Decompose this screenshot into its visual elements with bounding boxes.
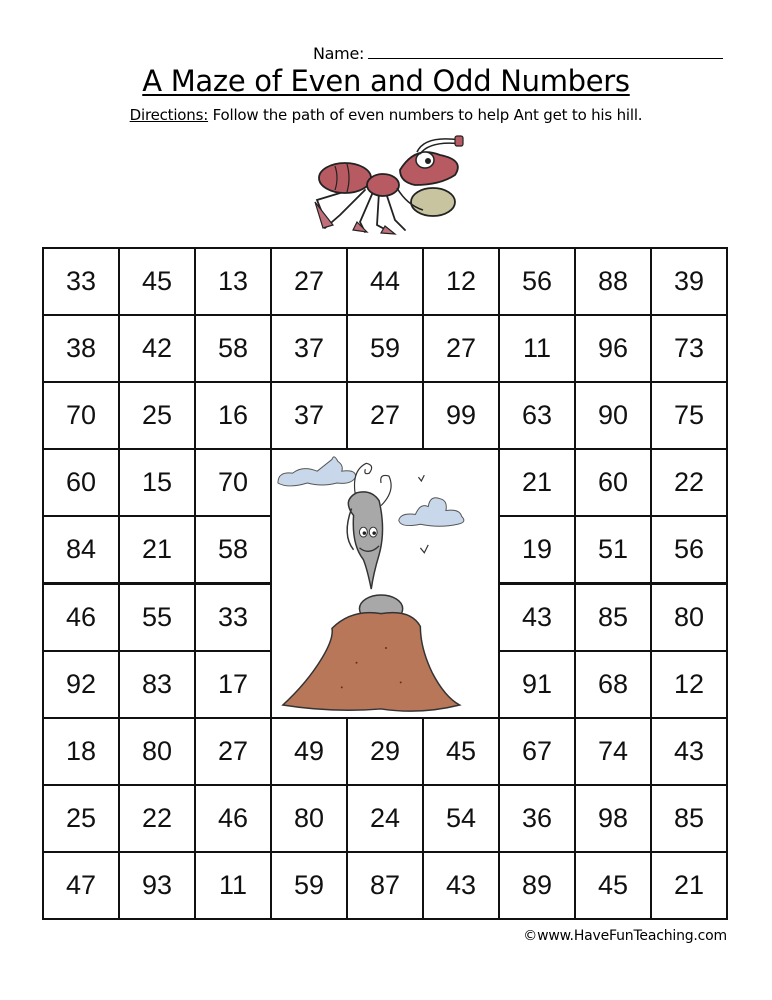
grid-line — [42, 314, 120, 316]
grid-line — [194, 784, 196, 853]
maze-cell[interactable]: 55 — [141, 601, 173, 632]
grid-line — [42, 717, 44, 786]
grid-line — [346, 247, 348, 316]
grid-line — [194, 650, 196, 719]
maze-cell[interactable]: 54 — [445, 802, 477, 833]
maze-cell[interactable]: 70 — [217, 467, 249, 498]
maze-cell[interactable]: 85 — [673, 802, 705, 833]
grid-line — [346, 448, 424, 450]
grid-line — [422, 851, 424, 920]
grid-line — [194, 918, 272, 920]
grid-line — [650, 717, 652, 786]
maze-cell[interactable]: 80 — [141, 735, 173, 766]
maze-cell[interactable]: 11 — [522, 333, 552, 364]
maze-cell[interactable]: 44 — [369, 266, 401, 297]
grid-line — [346, 851, 424, 853]
grid-line — [574, 448, 576, 517]
maze-cell[interactable]: 21 — [141, 534, 173, 565]
grid-line — [118, 582, 196, 584]
grid-line — [574, 851, 576, 920]
maze-cell[interactable]: 29 — [369, 735, 401, 766]
maze-cell[interactable]: 43 — [521, 601, 553, 632]
grid-line — [574, 784, 652, 786]
grid-line — [194, 381, 272, 383]
grid-line — [194, 448, 272, 450]
grid-line — [726, 650, 728, 719]
grid-line — [346, 717, 348, 786]
grid-line — [422, 247, 424, 316]
maze-cell[interactable]: 92 — [65, 668, 97, 699]
grid-line — [574, 448, 652, 450]
grid-line — [346, 381, 348, 450]
grid-line — [270, 717, 348, 719]
grid-line — [118, 717, 120, 786]
grid-line — [194, 650, 272, 652]
grid-line — [650, 582, 652, 651]
grid-line — [574, 515, 652, 517]
grid-line — [194, 851, 272, 853]
maze-cell[interactable]: 60 — [65, 467, 97, 498]
grid-line — [118, 448, 196, 450]
grid-line — [42, 515, 120, 517]
grid-line — [42, 582, 44, 651]
maze-cell[interactable]: 70 — [65, 400, 97, 431]
grid-line — [270, 381, 348, 383]
grid-line — [726, 582, 728, 651]
maze-cell[interactable]: 75 — [673, 400, 705, 431]
maze-cell[interactable]: 88 — [597, 266, 629, 297]
maze-cell[interactable]: 46 — [65, 601, 97, 632]
maze-cell[interactable]: 68 — [597, 668, 629, 699]
grid-line — [650, 784, 728, 786]
name-blank-line[interactable] — [368, 44, 723, 59]
grid-line — [498, 851, 500, 920]
grid-line — [42, 448, 120, 450]
maze-cell[interactable]: 89 — [521, 869, 553, 900]
maze-cell[interactable]: 45 — [597, 869, 629, 900]
maze-cell[interactable]: 42 — [141, 333, 173, 364]
maze-cell[interactable]: 17 — [217, 668, 249, 699]
grid-line — [42, 851, 120, 853]
maze-cell[interactable]: 25 — [65, 802, 97, 833]
maze-cell[interactable]: 58 — [217, 534, 249, 565]
maze-cell[interactable]: 51 — [597, 534, 629, 565]
grid-line — [574, 650, 576, 719]
grid-line — [498, 247, 500, 316]
grid-line — [194, 582, 196, 651]
grid-line — [422, 784, 500, 786]
grid-line — [574, 717, 576, 786]
grid-line — [42, 650, 44, 719]
worksheet-title: A Maze of Even and Odd Numbers — [142, 64, 630, 98]
maze-cell[interactable]: 15 — [141, 467, 173, 498]
grid-line — [498, 381, 576, 383]
maze-cell[interactable]: 12 — [445, 266, 477, 297]
grid-line — [346, 717, 424, 719]
maze-cell[interactable]: 27 — [293, 266, 325, 297]
grid-line — [650, 448, 728, 450]
grid-line — [118, 650, 196, 652]
maze-cell[interactable]: 67 — [521, 735, 553, 766]
grid-line — [574, 582, 652, 584]
grid-line — [118, 314, 196, 316]
maze-cell[interactable]: 87 — [369, 869, 401, 900]
grid-line — [42, 851, 44, 920]
maze-cell[interactable]: 84 — [65, 534, 97, 565]
walking-ant-icon — [305, 130, 465, 240]
maze-cell[interactable]: 58 — [217, 333, 249, 364]
grid-line — [270, 247, 272, 316]
grid-line — [574, 918, 652, 920]
grid-line — [270, 515, 272, 584]
ant-on-hill-icon — [273, 451, 497, 715]
grid-line — [118, 448, 120, 517]
maze-cell[interactable]: 27 — [445, 333, 477, 364]
grid-line — [498, 515, 576, 517]
grid-line — [346, 314, 348, 383]
grid-line — [422, 918, 500, 920]
grid-line — [270, 314, 348, 316]
maze-cell[interactable]: 25 — [141, 400, 173, 431]
maze-cell[interactable]: 83 — [141, 668, 173, 699]
grid-line — [498, 448, 500, 517]
grid-line — [270, 448, 348, 450]
grid-line — [346, 918, 424, 920]
grid-line — [650, 650, 652, 719]
grid-line — [270, 717, 272, 786]
grid-line — [270, 582, 272, 651]
grid-line — [194, 247, 196, 316]
maze-cell[interactable]: 96 — [597, 333, 629, 364]
directions — [0, 106, 772, 124]
maze-cell[interactable]: 45 — [141, 266, 173, 297]
maze-cell[interactable]: 59 — [369, 333, 401, 364]
maze-cell[interactable]: 21 — [673, 869, 705, 900]
maze-cell[interactable]: 73 — [673, 333, 705, 364]
grid-line — [498, 650, 576, 652]
grid-line — [42, 314, 44, 383]
grid-line — [346, 381, 424, 383]
grid-line — [42, 381, 120, 383]
maze-cell[interactable]: 80 — [673, 601, 705, 632]
grid-line — [574, 851, 652, 853]
grid-line — [194, 582, 272, 584]
maze-cell[interactable]: 90 — [597, 400, 629, 431]
grid-line — [498, 851, 576, 853]
maze-cell[interactable]: 85 — [597, 601, 629, 632]
grid-line — [498, 247, 576, 249]
directions-label: Directions: — [129, 106, 209, 124]
grid-line — [118, 381, 120, 450]
grid-line — [650, 515, 652, 584]
grid-line — [42, 918, 120, 920]
maze-cell[interactable]: 56 — [521, 266, 553, 297]
grid-line — [42, 448, 44, 517]
grid-line — [498, 314, 576, 316]
maze-cell[interactable]: 46 — [217, 802, 249, 833]
grid-line — [194, 717, 272, 719]
grid-line — [422, 381, 500, 383]
maze-cell[interactable]: 22 — [141, 802, 173, 833]
grid-line — [498, 918, 576, 920]
grid-line — [498, 582, 576, 584]
maze-cell[interactable]: 60 — [597, 467, 629, 498]
grid-line — [574, 314, 652, 316]
maze-cell[interactable]: 24 — [369, 802, 401, 833]
grid-line — [574, 381, 652, 383]
grid-line — [270, 381, 272, 450]
maze-cell[interactable]: 45 — [445, 735, 477, 766]
maze-cell[interactable]: 99 — [445, 400, 477, 431]
grid-line — [194, 247, 272, 249]
grid-line — [498, 381, 500, 450]
grid-line — [346, 784, 424, 786]
grid-line — [498, 717, 576, 719]
grid-line — [422, 381, 424, 450]
grid-line — [118, 784, 196, 786]
grid-line — [194, 381, 196, 450]
maze-cell[interactable]: 33 — [217, 601, 249, 632]
maze-cell[interactable]: 18 — [65, 735, 97, 766]
maze-cell[interactable]: 93 — [141, 869, 173, 900]
grid-line — [650, 851, 652, 920]
maze-cell[interactable]: 37 — [293, 333, 325, 364]
maze-cell[interactable]: 37 — [293, 400, 325, 431]
grid-line — [118, 247, 196, 249]
grid-line — [270, 247, 348, 249]
grid-line — [118, 650, 120, 719]
grid-line — [346, 784, 348, 853]
grid-line — [118, 247, 120, 316]
maze-cell[interactable]: 33 — [65, 266, 97, 297]
grid-line — [650, 381, 728, 383]
grid-line — [270, 650, 272, 719]
grid-line — [498, 515, 500, 584]
grid-line — [422, 784, 424, 853]
grid-line — [42, 515, 44, 584]
maze-cell[interactable]: 21 — [521, 467, 553, 498]
grid-line — [42, 784, 44, 853]
grid-line — [422, 717, 424, 786]
grid-line — [650, 247, 728, 249]
grid-line — [574, 247, 576, 316]
grid-line — [118, 582, 120, 651]
maze-cell[interactable]: 13 — [217, 266, 249, 297]
grid-line — [42, 784, 120, 786]
grid-line — [270, 851, 348, 853]
grid-line — [726, 784, 728, 853]
maze-cell[interactable]: 91 — [521, 668, 553, 699]
grid-line — [194, 515, 196, 584]
grid-line — [194, 851, 196, 920]
maze-cell[interactable]: 36 — [521, 802, 553, 833]
maze-cell[interactable]: 12 — [673, 668, 705, 699]
maze-cell[interactable]: 19 — [521, 534, 553, 565]
grid-line — [650, 582, 728, 584]
grid-line — [650, 314, 728, 316]
grid-line — [498, 448, 576, 450]
grid-line — [422, 717, 500, 719]
grid-line — [270, 314, 272, 383]
grid-line — [726, 851, 728, 920]
maze-cell[interactable]: 39 — [673, 266, 705, 297]
grid-line — [194, 515, 272, 517]
grid-line — [422, 314, 500, 316]
grid-line — [574, 650, 652, 652]
grid-line — [726, 381, 728, 450]
grid-line — [498, 784, 576, 786]
grid-line — [574, 314, 576, 383]
maze-cell[interactable]: 49 — [293, 735, 325, 766]
grid-line — [194, 448, 196, 517]
grid-line — [270, 851, 272, 920]
maze-cell[interactable]: 11 — [218, 869, 248, 900]
maze-cell[interactable]: 47 — [65, 869, 97, 900]
maze-cell[interactable]: 80 — [293, 802, 325, 833]
directions-text: Follow the path of even numbers to help Ant get to his hill. — [208, 106, 643, 124]
maze-cell[interactable]: 56 — [673, 534, 705, 565]
grid-line — [270, 784, 272, 853]
grid-line — [118, 381, 196, 383]
grid-line — [650, 851, 728, 853]
grid-line — [574, 247, 652, 249]
grid-line — [650, 314, 652, 383]
grid-line — [42, 717, 120, 719]
grid-line — [194, 314, 272, 316]
grid-line — [650, 650, 728, 652]
maze-cell[interactable]: 59 — [293, 869, 325, 900]
grid-line — [194, 717, 196, 786]
grid-line — [498, 784, 500, 853]
grid-line — [574, 784, 576, 853]
grid-line — [726, 515, 728, 584]
grid-line — [42, 381, 44, 450]
grid-line — [346, 314, 424, 316]
grid-line — [346, 247, 424, 249]
grid-line — [422, 851, 500, 853]
grid-line — [726, 247, 728, 316]
maze-cell[interactable]: 43 — [673, 735, 705, 766]
grid-line — [42, 247, 44, 316]
grid-line — [422, 314, 424, 383]
grid-line — [194, 314, 196, 383]
grid-line — [650, 717, 728, 719]
maze-cell[interactable]: 27 — [369, 400, 401, 431]
grid-line — [118, 918, 196, 920]
grid-line — [42, 247, 120, 249]
maze-cell[interactable]: 27 — [217, 735, 249, 766]
grid-line — [498, 582, 500, 651]
maze-cell[interactable]: 38 — [65, 333, 97, 364]
grid-line — [118, 515, 120, 584]
copyright-text: ©www.HaveFunTeaching.com — [523, 928, 727, 944]
grid-line — [726, 717, 728, 786]
grid-line — [650, 918, 728, 920]
name-field[interactable] — [313, 44, 723, 63]
maze-cell[interactable]: 22 — [673, 467, 705, 498]
grid-line — [726, 314, 728, 383]
grid-line — [498, 314, 500, 383]
grid-line — [574, 582, 576, 651]
grid-line — [726, 448, 728, 517]
grid-line — [574, 381, 576, 450]
grid-line — [498, 650, 500, 719]
grid-line — [270, 918, 348, 920]
grid-line — [346, 851, 348, 920]
maze-cell[interactable]: 16 — [217, 400, 249, 431]
grid-line — [194, 784, 272, 786]
grid-line — [498, 717, 500, 786]
grid-line — [422, 448, 500, 450]
maze-cell[interactable]: 98 — [597, 802, 629, 833]
grid-line — [650, 448, 652, 517]
maze-cell[interactable]: 74 — [597, 735, 629, 766]
grid-line — [650, 515, 728, 517]
grid-line — [118, 851, 196, 853]
grid-line — [118, 851, 120, 920]
grid-line — [118, 314, 120, 383]
grid-line — [42, 582, 120, 584]
maze-cell[interactable]: 63 — [521, 400, 553, 431]
grid-line — [650, 247, 652, 316]
maze-cell[interactable]: 43 — [445, 869, 477, 900]
grid-line — [270, 448, 272, 517]
grid-line — [650, 784, 652, 853]
grid-line — [118, 515, 196, 517]
grid-line — [270, 784, 348, 786]
grid-line — [574, 717, 652, 719]
grid-line — [118, 717, 196, 719]
grid-line — [422, 247, 500, 249]
grid-line — [650, 381, 652, 450]
grid-line — [574, 515, 576, 584]
grid-line — [42, 650, 120, 652]
grid-line — [118, 784, 120, 853]
number-maze — [43, 248, 727, 919]
name-label: Name: — [313, 44, 365, 63]
